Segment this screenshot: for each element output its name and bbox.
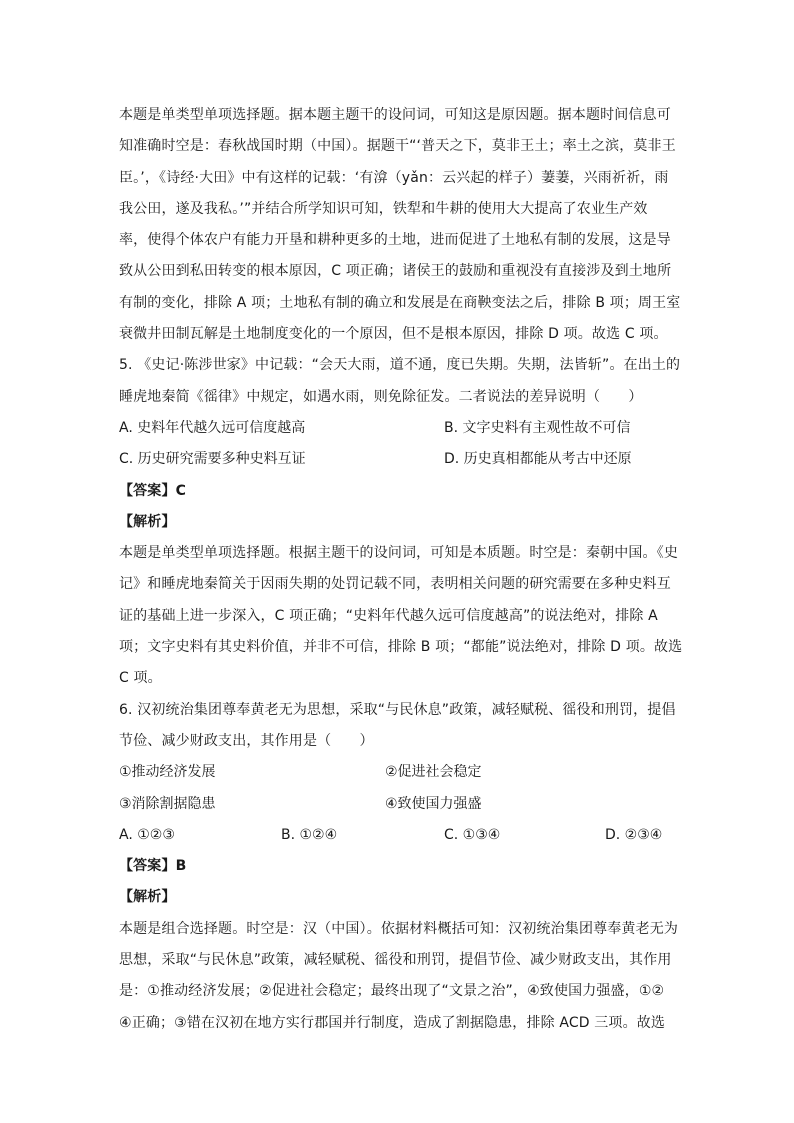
document-page [119,100,683,1039]
question-stem-line: 节俭、减少财政支出，其作用是（ ） [119,732,374,749]
item-3: ③消除割据隐患 [119,795,216,812]
text-line: 臣。’，《诗经·大田》中有这样的记载：‘有渰（yǎn：云兴起的样子）萋萋，兴雨祈祈，雨 [119,169,669,186]
text-line: 记》和睡虎地秦简关于因雨失期的处罚记载不同，表明相关问题的研究需要在多种史料互 [119,576,671,593]
option-row [119,444,679,475]
text-line: C 项。 [119,670,162,687]
option-d: D. ②③④ [605,826,663,843]
text-line: 衰微井田制瓦解是土地制度变化的一个原因，但不是根本原因，排除 D 项。故选 C 项。 [119,326,668,343]
question-6 [119,695,679,1039]
text-line: 证的基础上进一步深入，C 项正确；“史料年代越久远可信度越高”的说法绝对，排除 A [119,607,658,624]
option-a: A. 史料年代越久远可信度越高 [119,419,306,436]
text-line: ④正确；③错在汉初在地方实行郡国并行制度，造成了割据隐患，排除 ACD 三项。故选 [119,1014,666,1031]
answer-label: 【答案】B [119,858,187,875]
item-1: ①推动经济发展 [119,764,216,781]
text-line: 有制的变化，排除 A 项；土地私有制的确立和发展是在商鞅变法之后，排除 B 项；周王室 [119,294,681,311]
text-line: 致从公田到私田转变的根本原因，C 项正确；诸侯王的鼓励和重视没有直接涉及到土地所 [119,263,672,280]
text-line: 本题是组合选择题。时空是：汉（中国）。依据材料概括可知：汉初统治集团尊奉黄老无为 [119,920,678,937]
item-row [119,789,679,820]
item-row [119,757,679,788]
question-stem-line: 睡虎地秦简《徭律》中规定，如遇水雨，则免除征发。二者说法的差异说明（ ） [119,388,643,405]
answer-label: 【答案】C [119,482,187,499]
option-b: B. ①②④ [281,826,338,843]
item-2: ②促进社会稳定 [385,764,482,781]
option-c: C. 历史研究需要多种史料互证 [119,451,306,468]
question-5 [119,350,683,694]
text-line: 本题是单类型单项选择题。根据主题干的设问词，可知是本质题。时空是：秦朝中国。《史 [119,545,678,562]
option-row [119,820,679,851]
option-row [119,413,679,444]
option-c: C. ①③④ [444,826,501,843]
option-d: D. 历史真相都能从考古中还原 [444,451,632,468]
question-stem-line: 5. 《史记·陈涉世家》中记载：“会天大雨，道不通，度已失期。失期，法皆斩”。在出土的 [119,357,681,374]
analysis-label: 【解析】 [119,513,176,530]
option-a: A. ①②③ [119,826,175,843]
item-4: ④致使国力强盛 [385,795,482,812]
option-b: B. 文字史料有主观性故不可信 [444,419,631,436]
text-line: 我公田，遂及我私。’”并结合所学知识可知，铁犁和牛耕的使用大大提高了农业生产效 [119,200,648,217]
question-stem-line: 6. 汉初统治集团尊奉黄老无为思想，采取“与民休息”政策，减轻赋税、徭役和刑罚，提倡 [119,701,676,718]
text-line: 本题是单类型单项选择题。据本题主题干的设问词，可知这是原因题。据本题时间信息可 [119,107,671,123]
text-line: 率，使得个体农户有能力开垦和耕种更多的土地，进而促进了土地私有制的发展，这是导 [119,232,671,249]
text-line: 知准确时空是：春秋战国时期（中国）。据题干“‘普天之下，莫非王土；率土之滨，莫非王 [119,138,676,155]
text-line: 思想，采取“与民休息”政策，减轻赋税、徭役和刑罚，提倡节俭、减少财政支出，其作用 [119,952,672,969]
q4-analysis [119,100,679,350]
text-line: 项；文字史料有其史料价值，并非不可信，排除 B 项；“都能”说法绝对，排除 D 项。故选 [119,639,683,656]
analysis-label: 【解析】 [119,889,176,906]
text-line: 是：①推动经济发展；②促进社会稳定；最终出现了“文景之治”，④致使国力强盛，①② [119,983,665,1000]
